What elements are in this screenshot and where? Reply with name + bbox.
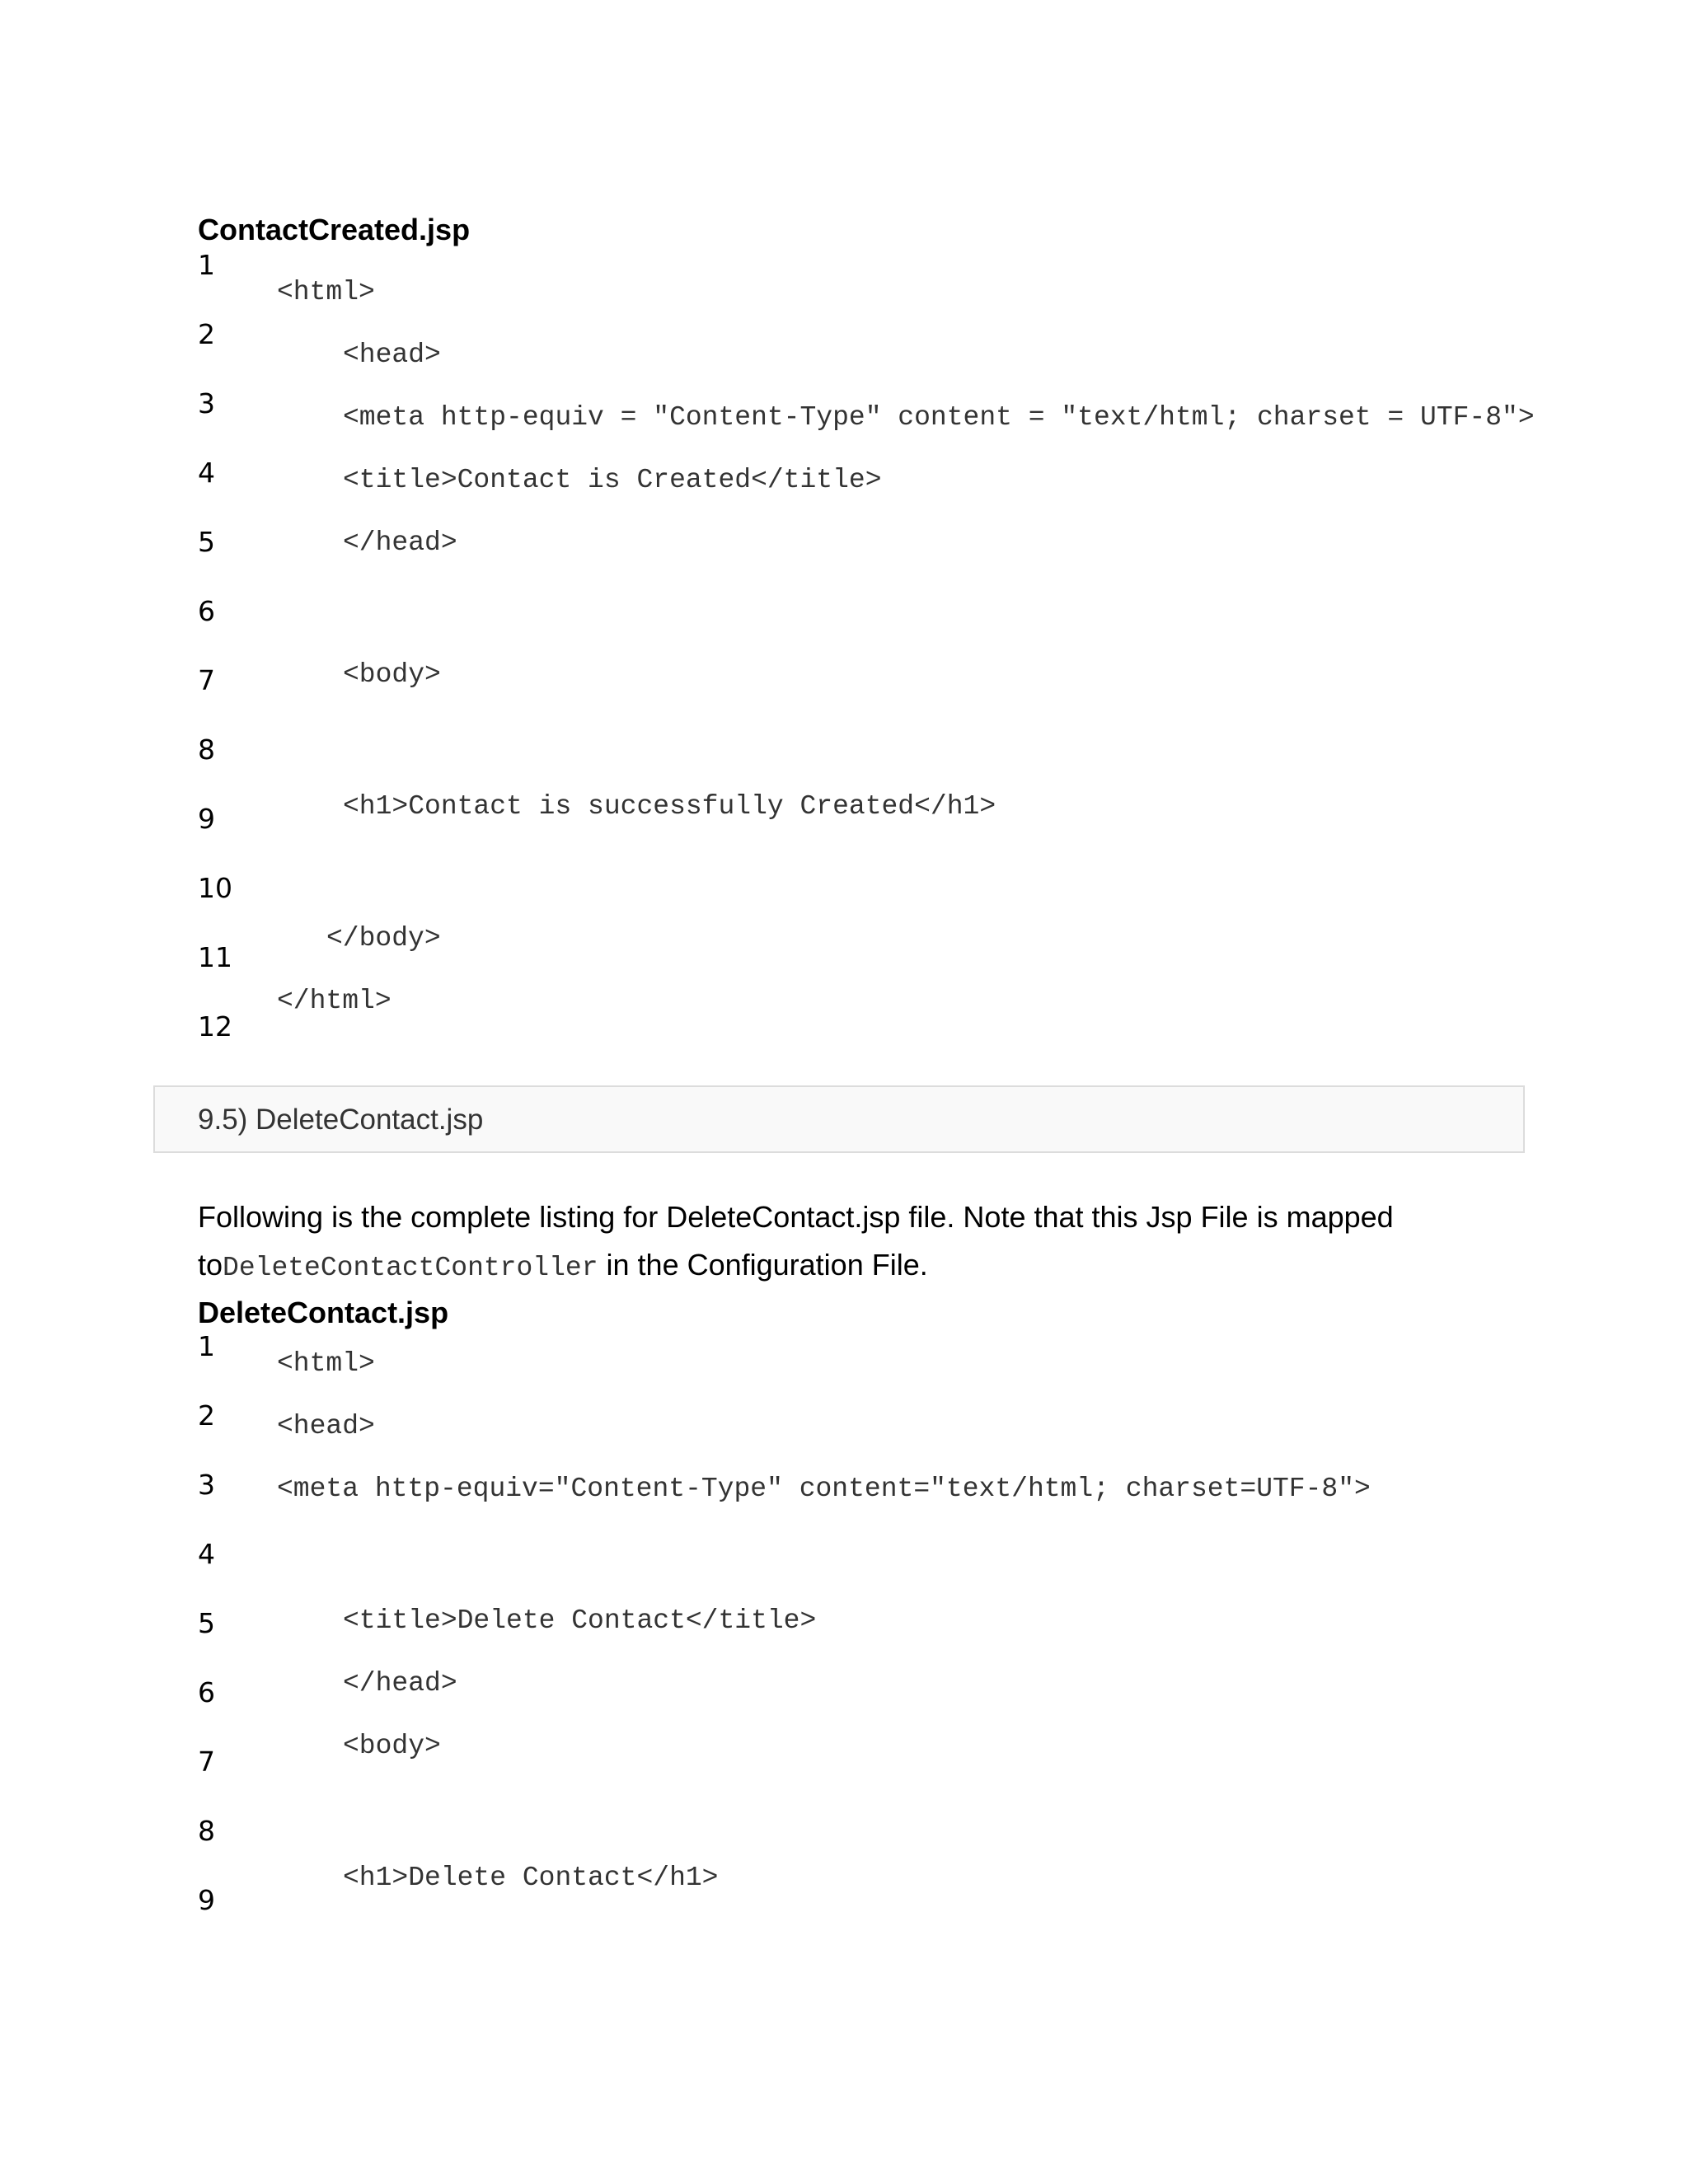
code-line: <head> [277, 1411, 375, 1441]
code-listing-title: DeleteContact.jsp [198, 1296, 449, 1329]
code-line: <meta http-equiv="Content-Type" content="text/html; charset=UTF-8"> [277, 1474, 1371, 1504]
section-heading-box [153, 1085, 1525, 1153]
line-number: 8 [198, 1815, 215, 1847]
code-line: <h1>Contact is successfully Created</h1> [343, 791, 996, 822]
line-number: 1 [198, 249, 215, 281]
code-line: <html> [277, 277, 375, 307]
code-line: </body> [326, 923, 441, 954]
line-number: 5 [198, 526, 215, 558]
code-line: <head> [343, 340, 441, 370]
line-number: 12 [198, 1010, 232, 1043]
code-line: <html> [277, 1348, 375, 1379]
section-heading: 9.5) DeleteContact.jsp [198, 1104, 484, 1136]
line-number: 4 [198, 1538, 215, 1570]
line-number: 7 [198, 1746, 215, 1778]
line-number: 9 [198, 803, 215, 835]
code-line: <h1>Delete Contact</h1> [343, 1863, 719, 1893]
line-number: 11 [198, 941, 232, 973]
line-number: 5 [198, 1607, 215, 1639]
line-number: 3 [198, 1469, 215, 1501]
code-line: <title>Contact is Created</title> [343, 465, 882, 495]
code-listing-title: ContactCreated.jsp [198, 213, 471, 246]
line-number: 4 [198, 457, 215, 489]
line-number: 7 [198, 664, 215, 696]
line-number: 6 [198, 1676, 215, 1708]
line-number: 2 [198, 318, 215, 350]
code-line: <body> [343, 659, 441, 690]
line-number: 10 [198, 872, 232, 904]
code-line: <meta http-equiv = "Content-Type" content = "text/html; charset = UTF-8"> [343, 402, 1535, 433]
code-line: </head> [343, 1668, 457, 1699]
code-line: </html> [277, 986, 392, 1016]
line-number: 8 [198, 733, 215, 766]
line-number: 3 [198, 387, 215, 419]
code-line: </head> [343, 527, 457, 558]
intro-paragraph-line-1: Following is the complete listing for DeleteContact.jsp file. Note that this Jsp File is mapped [198, 1200, 1394, 1234]
line-number: 2 [198, 1399, 215, 1432]
code-line: <body> [343, 1731, 441, 1761]
intro-prefix: to [198, 1248, 223, 1282]
inline-code-controller: DeleteContactController [223, 1253, 598, 1283]
line-number: 9 [198, 1884, 215, 1916]
intro-paragraph-line-2 [198, 1248, 928, 1283]
intro-suffix: in the Configuration File. [598, 1248, 928, 1282]
code-line: <title>Delete Contact</title> [343, 1605, 817, 1636]
line-number: 1 [198, 1330, 215, 1362]
line-number: 6 [198, 595, 215, 627]
